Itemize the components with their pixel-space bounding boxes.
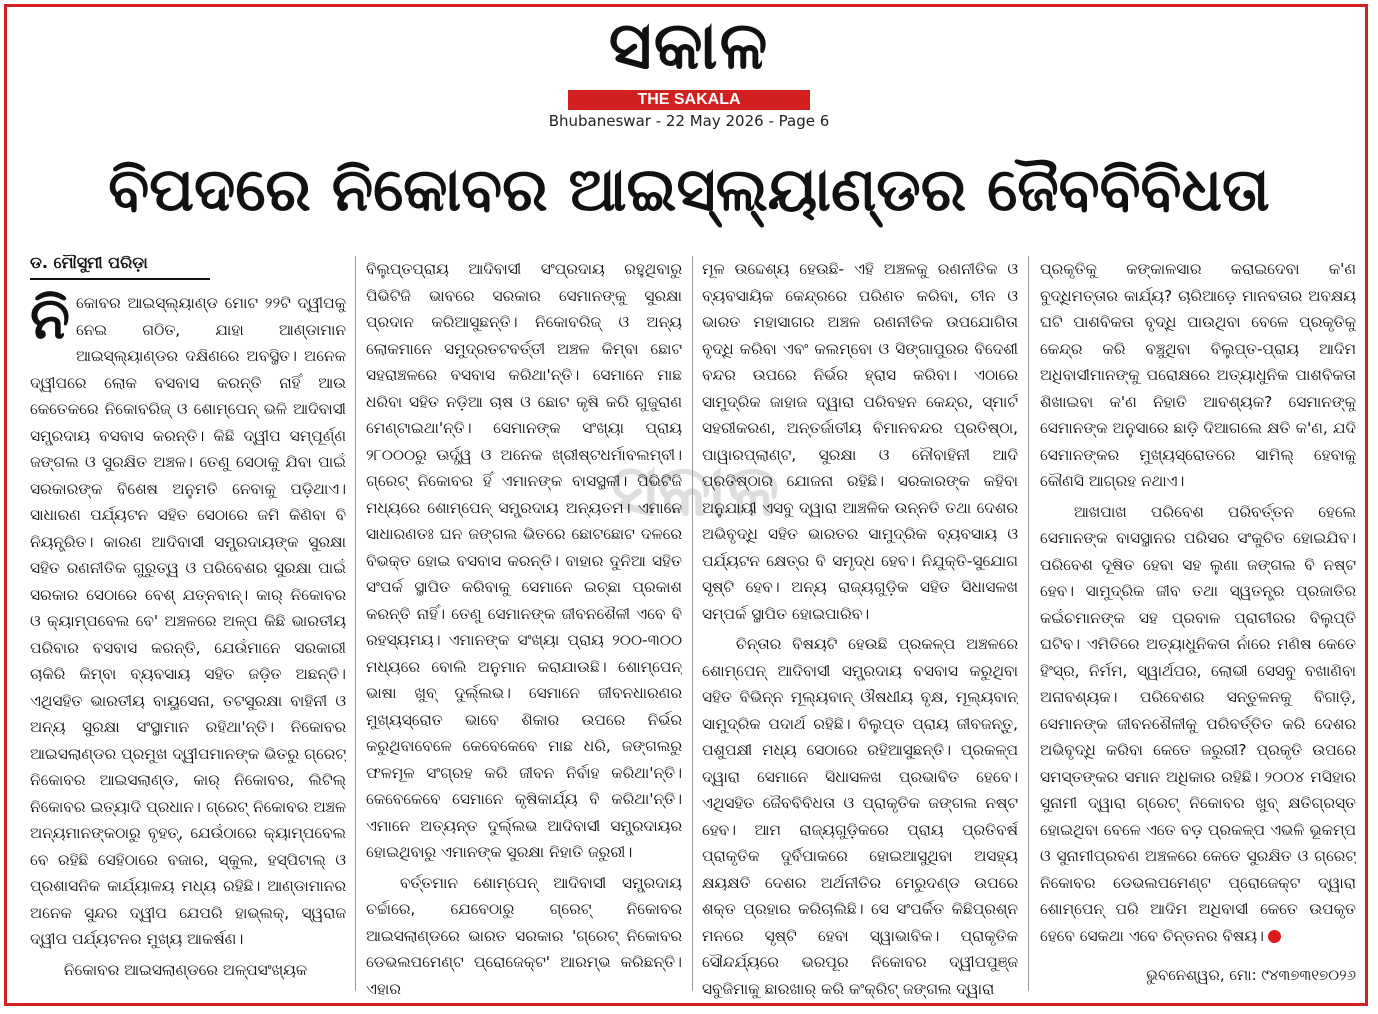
article-column-1 [30,250,346,995]
watermark-logo: ସକାଳ [610,448,780,532]
article-paragraph: ମୂଳ ଉଦ୍ଦେଶ୍ୟ ହେଉଛି- ଏହି ଅଞ୍ଚଳକୁ ରଣନୀତିକ ଓ ବ୍ୟବସାୟିକ କେନ୍ଦ୍ରରେ ପରିଣତ କରିବା, ଚୀନ ଓ ଭାରତ ମହାସାଗର ଅଞ୍ଚଳ ରଣନୀତିକ ଉପଯୋଗିତା ବୃଦ୍ଧି କରିବା ଏବଂ କଲମ୍ବୋ ଓ ସିଙ୍ଗାପୁରର ବିଦେଶୀ ବନ୍ଦର ଉପରେ ନିର୍ଭର ହ୍ରାସ କରିବା। ଏଠାରେ ସାମୁଦ୍ରିକ ଜାହାଜ ଦ୍ୱାରା ପରିବହନ କେନ୍ଦ୍ର, ସ୍ମାର୍ଟ ସହରୀକରଣ, ଅନ୍ତର୍ଜାତୀୟ ବିମାନବନ୍ଦର ପ୍ରତିଷ୍ଠା, ପାୱାରପ୍ଲାଣ୍ଟ, ସୁରକ୍ଷା ଓ ନୌବାହିନୀ ଆଦି ପ୍ରତିଷ୍ଠାର ଯୋଜନା ରହିଛି। ସରକାରଙ୍କ କହିବା ଅନୁଯାୟୀ ଏସବୁ ଦ୍ୱାରା ଆଞ୍ଚଳିକ ଉନ୍ନତି ତଥା ଦେଶର ଅଭିବୃଦ୍ଧି ସହିତ ଭାରତର ସାମୁଦ୍ରିକ ବ୍ୟବସାୟ ଓ ପର୍ଯ୍ୟଟନ କ୍ଷେତ୍ର ବି ସମୃଦ୍ଧ ହେବ। ନିଯୁକ୍ତି-ସୁଯୋଗ ସୃଷ୍ଟି ହେବ। ଅନ୍ୟ ରାଜ୍ୟଗୁଡ଼ିକ ସହିତ ସିଧାସଳଖ ସମ୍ପର୍କ ସ୍ଥାପିତ ହୋଇପାରିବ। [702,260,1018,623]
end-dot-icon [1268,930,1281,943]
article-paragraph: ବର୍ତ୍ତମାନ ଶୋମ୍ପେନ୍ ଆଦିବାସୀ ସମ୍ପ୍ରଦାୟ ଚର୍ଚ୍ଚାରେ, ଯେବେଠାରୁ ଗ୍ରେଟ୍ ନିକୋବର ଆଇସଲାଣ୍ଡରେ ଭାରତ ସରକାର 'ଗ୍ରେଟ୍ ନିକୋବର ଡେଭଲପମେଣ୍ଟ ପ୍ରୋଜେକ୍ଟ' ଆରମ୍ଭ କରିଛନ୍ତି। ଏହାର [366,873,682,998]
article-paragraph [1040,499,1356,950]
column-divider [692,256,693,991]
article-paragraph: ପ୍ରକୃତିକୁ କଙ୍କାଳସାର କରାଇଦେବା କ'ଣ ବୁଦ୍ଧିମତ୍ତାର କାର୍ଯ୍ୟ? ଚାରିଆଡ଼େ ମାନବତାର ଅବକ୍ଷୟ ଘଟି ପାଶବିକତା ବୃଦ୍ଧି ପାଉଥିବା ବେଳେ ପ୍ରକୃତିକୁ କେନ୍ଦ୍ର କରି ବଞ୍ଚୁଥିବା ବିଲୁପ୍ତ-ପ୍ରାୟ ଆଦିମ ଅଧିବାସୀମାନଙ୍କୁ ପରୋକ୍ଷରେ ଅତ୍ୟାଧୁନିକ ପାଶବିକତା ଶିଖାଇବା କ'ଣ ନିହାତି ଆବଶ୍ୟକ? ସେମାନଙ୍କୁ ସେମାନଙ୍କ ଅନୁସାରେ ଛାଡ଼ି ଦିଆଗଲେ କ୍ଷତି କ'ଣ, ଯଦି ସେମାନଙ୍କର ମୁଖ୍ୟସ୍ରୋତରେ ସାମିଲ୍ ହେବାକୁ କୌଣସି ଆଗ୍ରହ ନଥାଏ। [1040,260,1356,490]
author-signoff: ଭୁବନେଶ୍ୱର, ମୋ: ୯୪୩୭୩୧୭୦୨୬ [1146,966,1356,984]
article-paragraph: ଚିନ୍ତାର ବିଷୟଟି ହେଉଛି ପ୍ରକଳ୍ପ ଅଞ୍ଚଳରେ ଶୋମ୍ପେନ୍ ଆଦିବାସୀ ସମ୍ପ୍ରଦାୟ ବସବାସ କରୁଥିବା ସହିତ ବିଭିନ୍ନ ମୂଲ୍ୟବାନ୍ ଔଷଧୀୟ ବୃକ୍ଷ, ମୂଲ୍ୟବାନ୍ ସାମୁଦ୍ରିକ ପଦାର୍ଥ ରହିଛି। ବିଲୁପ୍ତ ପ୍ରାୟ ଜୀବଜନ୍ତୁ, ପଶୁପକ୍ଷୀ ମଧ୍ୟ ସେଠାରେ ରହିଆସୁଛନ୍ତି। ପ୍ରକଳ୍ପ ଦ୍ୱାରା ସେମାନେ ସିଧାସଳଖ ପ୍ରଭାବିତ ହେବେ। ଏଥିସହିତ ଜୈବବିବିଧତା ଓ ପ୍ରାକୃତିକ ଜଙ୍ଗଲ ନଷ୍ଟ ହେବ। ଆମ ରାଜ୍ୟଗୁଡ଼ିକରେ ପ୍ରାୟ ପ୍ରତିବର୍ଷ ପ୍ରାକୃତିକ ଦୁର୍ବିପାକରେ ହୋଇଆସୁଥିବା ଅସହ୍ୟ କ୍ଷୟକ୍ଷତି ଦେଶର ଅର୍ଥନୀତିର ମେରୁଦଣ୍ଡ ଉପରେ ଶକ୍ତ ପ୍ରହାର କରିଚାଲିଛି। ସେ ସଂପର୍କିତ କିଛିପ୍ରଶ୍ନ ମନରେ ସୃଷ୍ଟି ହେବା ସ୍ୱାଭାବିକ। ପ୍ରାକୃତିକ ସୌନ୍ଦର୍ଯ୍ୟରେ ଭରପୂର ନିକୋବର ଦ୍ୱୀପପୁଞ୍ଜ ସବୁଜିମାକୁ ଛାରଖାର୍ କରି କଂକ୍ରିଟ୍ ଜଙ୍ଗଲ ଦ୍ୱାରା [702,635,1018,998]
article-column-2 [366,256,682,1001]
article-paragraph [30,284,346,953]
article-paragraph: ବିଲୁପ୍ତପ୍ରାୟ ଆଦିବାସୀ ସଂପ୍ରଦାୟ ରହୁଥିବାରୁ ପିଭିଟିଜି ଭାବରେ ସରକାର ସେମାନଙ୍କୁ ସୁରକ୍ଷା ପ୍ରଦାନ କରିଆସୁଛନ୍ତି। ନିକୋବରିଜ୍ ଓ ଅନ୍ୟ ଲୋକମାନେ ସମୁଦ୍ରତଟବର୍ତ୍ତୀ ଅଞ୍ଚଳ କିମ୍ବା ଛୋଟ ସହରାଞ୍ଚଳରେ ବସବାସ କରିଥା'ନ୍ତି। ସେମାନେ ମାଛ ଧରିବା ସହିତ ନଡ଼ିଆ ଚାଷ ଓ ଛୋଟ କୃଷି କରି ଗୁଜୁରାଣ ମେଣ୍ଟାଇଥା'ନ୍ତି। ସେମାନଙ୍କ ସଂଖ୍ୟା ପ୍ରାୟ ୨୮୦୦୦ରୁ ଊର୍ଦ୍ଧ୍ୱ ଓ ଅନେକ ଖ୍ରୀଷ୍ଟଧର୍ମାବଲମ୍ବୀ। ଗ୍ରେଟ୍ ନିକୋବର ହିଁ ଏମାନଙ୍କ ବାସସ୍ଥଳୀ। ପିଭିଟିଜି ମଧ୍ୟରେ ଶୋମ୍ପେନ୍ ସମ୍ପ୍ରଦାୟ ଅନ୍ୟତମ। ଏମାନେ ସାଧାରଣତଃ ଘନ ଜଙ୍ଗଲ ଭିତରେ ଛୋଟଛୋଟ ଦଳରେ ବିଭକ୍ତ ହୋଇ ବସବାସ କରନ୍ତି। ବାହାର ଦୁନିଆ ସହିତ ସଂପର୍କ ସ୍ଥାପିତ କରିବାକୁ ସେମାନେ ଇଚ୍ଛା ପ୍ରକାଶ କରନ୍ତି ନାହିଁ। ତେଣୁ ସେମାନଙ୍କ ଜୀବନଶୈଳୀ ଏବେ ବି ରହସ୍ୟମୟ। ଏମାନଙ୍କ ସଂଖ୍ୟା ପ୍ରାୟ ୨୦୦-୩୦୦ ମଧ୍ୟରେ ବୋଲି ଅନୁମାନ କରାଯାଉଛି। ଶୋମ୍ପେନ୍ ଭାଷା ଖୁବ୍ ଦୁର୍ଲ୍ଲଭ। ସେମାନେ ଜୀବନଧାରଣର ମୁଖ୍ୟସ୍ରୋତ ଭାବେ ଶିକାର ଉପରେ ନିର୍ଭର କରୁଥିବାବେଳେ କେବେକେବେ ମାଛ ଧରି, ଜଙ୍ଗଲରୁ ଫଳମୂଳ ସଂଗ୍ରହ କରି ଜୀବନ ନିର୍ବାହ କରିଥା'ନ୍ତି। କେବେକେବେ ସେମାନେ କୃଷିକାର୍ଯ୍ୟ ବି କରିଥା'ନ୍ତି। ଏମାନେ ଅତ୍ୟନ୍ତ ଦୁର୍ଲ୍ଲଭ ଆଦିବାସୀ ସମ୍ପ୍ରଦାୟର ହୋଇଥିବାରୁ ଏମାନଙ୍କ ସୁରକ୍ଷା ନିହାତି ଜରୁରୀ। [366,260,682,861]
article-column-4 [1040,256,1356,1001]
masthead [540,6,838,128]
dateline: Bhubaneswar - 22 May 2026 - Page 6 [548,112,830,130]
paragraph-text: କୋବର ଆଇସ୍‌ଲ୍ୟାଣ୍ଡ ମୋଟ ୨୨ଟି ଦ୍ୱୀପକୁ ନେଇ ଗଠିତ, ଯାହା ଆଣ୍ଡାମାନ ଆଇସ୍‌ଲ୍ୟାଣ୍ଡର ଦକ୍ଷିଣରେ ଅବସ୍ଥିତ। ଅନେକ ଦ୍ୱୀପରେ ଲୋକ ବସବାସ କରନ୍ତି ନାହିଁ ଆଉ କେତେକରେ ନିକୋବରିଜ୍ ଓ ଶୋମ୍ପେନ୍ ଭଳି ଆଦିବାସୀ ସମ୍ପ୍ରଦାୟ ବସବାସ କରନ୍ତି। କିଛି ଦ୍ୱୀପ ସମ୍ପୂର୍ଣ୍ଣ ଜଙ୍ଗଲ ଓ ସୁରକ୍ଷିତ ଅଞ୍ଚଳ। ତେଣୁ ସେଠାକୁ ଯିବା ପାଇଁ ସରକାରଙ୍କ ବିଶେଷ ଅନୁମତି ନେବାକୁ ପଡ଼ିଥାଏ। ସାଧାରଣ ପର୍ଯ୍ୟଟନ ସହିତ ସେଠାରେ ଜମି କିଣିବା ବି ନିୟନ୍ତ୍ରିତ। କାରଣ ଆଦିବାସୀ ସମ୍ପ୍ରଦାୟଙ୍କ ସୁରକ୍ଷା ସହିତ ରଣନୀତିକ ଗୁରୁତ୍ୱ ଓ ପରିବେଶର ସୁରକ୍ଷା ପାଇଁ ସରକାର ସେଠାରେ ବେଶ୍ ଯତ୍ନବାନ୍। କାର୍ ନିକୋବର ଓ କ୍ୟାମ୍ପବେଲ ବେ' ଅଞ୍ଚଳରେ ଅଳ୍ପ କିଛି ଭାରତୀୟ ପରିବାର ବସବାସ କରନ୍ତି, ଯେଉଁମାନେ ସରକାରୀ ଚାକିରି କିମ୍ବା ବ୍ୟବସାୟ ସହିତ ଜଡ଼ିତ ଅଛନ୍ତି। ଏଥିସହିତ ଭାରତୀୟ ବାୟୁସେନା, ତଟସୁରକ୍ଷା ବାହିନୀ ଓ ଅନ୍ୟ ସୁରକ୍ଷା ସଂସ୍ଥାମାନ ରହିଥା'ନ୍ତି। ନିକୋବର ଆଇସଲାଣ୍ଡର ପ୍ରମୁଖ ଦ୍ୱୀପମାନଙ୍କ ଭିତରୁ ଗ୍ରେଟ୍ ନିକୋବର ଆଇସଲାଣ୍ଡ, କାର୍ ନିକୋବର, ଲିଟିଲ୍ ନିକୋବର ଇତ୍ୟାଦି ପ୍ରଧାନ। ଗ୍ରେଟ୍ ନିକୋବର ଅଞ୍ଚଳ ଅନ୍ୟମାନଙ୍କଠାରୁ ବୃହତ୍, ଯେଉଁଠାରେ କ୍ୟାମ୍ପବେଲ ବେ ରହିଛି ସେହିଠାରେ ବଜାର, ସ୍କୁଲ, ହସ୍ପିଟାଲ୍ ଓ ପ୍ରଶାସନିକ କାର୍ଯ୍ୟାଳୟ ମଧ୍ୟ ରହିଛି। ଆଣ୍ଡାମାନର ଅନେକ ସୁନ୍ଦର ଦ୍ୱୀପ ଯେପରି ହାଭ୍ଲକ୍, ସ୍ୱରାଜ ଦ୍ୱୀପ ପର୍ଯ୍ୟଟନର ମୁଖ୍ୟ ଆକର୍ଷଣ। [30,294,346,948]
article-paragraph: ନିକୋବର ଆଇସଲାଣ୍ଡରେ ଅଳ୍ପସଂଖ୍ୟକ [63,960,308,979]
paragraph-text: ଆଖପାଖ ପରିବେଶ ପରିବର୍ତ୍ତନ ହେଲେ ସେମାନଙ୍କ ବାସସ୍ଥାନର ପରିସର ସଂକୁଚିତ ହୋଇଯିବ। ପରିବେଶ ଦୂଷିତ ହେବା ସହ ଲୁଣା ଜଙ୍ଗଲ ବି ନଷ୍ଟ ହେବ। ସାମୁଦ୍ରିକ ଜୀବ ତଥା ସ୍ୱତନ୍ତ୍ର ପ୍ରଜାତିର କଇଁଚମାନଙ୍କ ସହ ପ୍ରବାଳ ପ୍ରାଚୀରର ବିଲୁପ୍ତି ଘଟିବ। ଏମିତିରେ ଅତ୍ୟାଧୁନିକତା ନାଁରେ ମଣିଷ କେତେ ହିଂସ୍ର, ନିର୍ମମ, ସ୍ୱାର୍ଥପର, ଲୋଭୀ ସେସବୁ ବଖାଣିବା ଅନାବଶ୍ୟକ। ପରିବେଶର ସନ୍ତୁଳନକୁ ବିଗାଡ଼ି, ସେମାନଙ୍କ ଜୀବନଶୈଳୀକୁ ପରିବର୍ତ୍ତିତ କରି ଦେଶର ଅଭିବୃଦ୍ଧି କରିବା କେତେ ଜରୁରୀ? ପ୍ରକୃତି ଉପରେ ସମସ୍ତଙ୍କର ସମାନ ଅଧିକାର ରହିଛି। ୨୦୦୪ ମସିହାର ସୁନାମୀ ଦ୍ୱାରା ଗ୍ରେଟ୍ ନିକୋବର ଖୁବ୍ କ୍ଷତିଗ୍ରସ୍ତ ହୋଇଥିବା ବେଳେ ଏତେ ବଡ଼ ପ୍ରକଳ୍ପ ଏଭଳି ଭୂକମ୍ପ ଓ ସୁନାମୀପ୍ରବଣ ଅଞ୍ଚଳରେ କେତେ ସୁରକ୍ଷିତ ଓ ଗ୍ରେଟ୍ ନିକୋବର ଡେଭଲପମେଣ୍ଟ ପ୍ରୋଜେକ୍ଟ ଦ୍ୱାରା ଶୋମ୍ପେନ୍ ପରି ଆଦିମ ଅଧିବାସୀ କେତେ ଉପକୃତ ହେବେ ସେକଥା ଏବେ ଚିନ୍ତନର ବିଷୟ। [1040,502,1356,945]
byline: ଡ. ମୌସୁମୀ ପରିଡ଼ା [30,250,210,280]
newspaper-name-band: THE SAKALA [568,90,810,110]
newspaper-logo: ସକାଳ [608,7,770,84]
drop-cap: ନି [30,284,70,352]
article-headline: ବିପଦରେ ନିକୋବର ଆଇସ୍‌ଲ୍ୟାଣ୍ଡର ଜୈବବିବିଧତା [108,155,1270,225]
column-divider [1028,256,1029,991]
article-column-3 [702,256,1018,1001]
column-divider [355,256,356,991]
